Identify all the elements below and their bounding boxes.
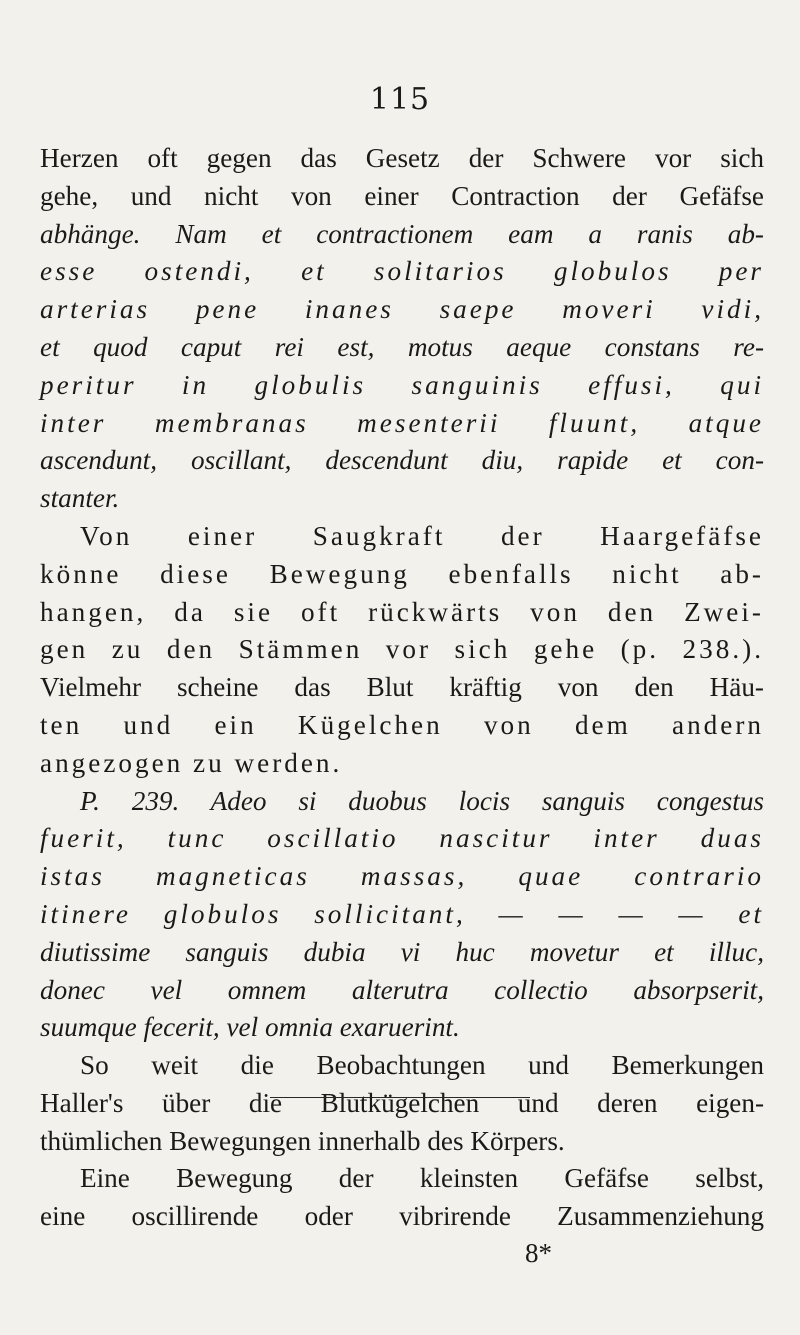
text-line: istas magneticas massas, quae contrario [40, 861, 764, 892]
text-line: inter membranas mesenterii fluunt, atque [40, 407, 764, 438]
text-line: Von einer Saugkraft der Haargefäfse [80, 520, 764, 551]
text-line: peritur in globulis sanguinis effusi, qui [40, 369, 764, 400]
text-line: stanter. [40, 483, 120, 514]
section-divider [270, 1097, 530, 1098]
next-section-text [40, 1160, 764, 1236]
text-line: diutissime sanguis dubia vi huc movetur et illuc, [40, 936, 764, 967]
text-line: So weit die Beobachtungen und Bemerkungen [80, 1050, 764, 1081]
text-line: fuerit, tunc oscillatio nascitur inter duas [40, 823, 764, 854]
text-line: Eine Bewegung der kleinsten Gefäfse selbst, [80, 1163, 764, 1193]
text-line: P. 239. Adeo si duobus locis sanguis congestus [80, 785, 764, 816]
text-line: itinere globulos sollicitant, — — — — et [40, 898, 764, 929]
text-line: ten und ein Kügelchen von dem andern [40, 709, 764, 740]
text-line: angezogen zu werden. [40, 747, 343, 778]
text-line: Haller's über die Blutkügelchen und deren eigen- [40, 1087, 764, 1118]
text-line: arterias pene inanes saepe moveri vidi, [40, 294, 764, 325]
signature-mark: 8* [525, 1238, 552, 1268]
text-line: esse ostendi, et solitarios globulos per [40, 256, 764, 287]
text-line: thümlichen Bewegungen innerhalb des Körpers. [40, 1125, 565, 1156]
text-line: könne diese Bewegung ebenfalls nicht ab- [40, 558, 764, 589]
page-number: 115 [369, 82, 431, 117]
text-line: Vielmehr scheine das Blut kräftig von den Häu- [40, 672, 764, 703]
text-line: gehe, und nicht von einer Contraction der Gefäfse [40, 180, 764, 211]
text-line: suumque fecerit, vel omnia exaruerint. [40, 1012, 460, 1043]
text-line: hangen, da sie oft rückwärts von den Zwei- [40, 596, 764, 627]
text-line: donec vel omnem alterutra collectio absorpserit, [40, 974, 764, 1005]
text-line: abhänge. Nam et contractionem eam a ranis ab- [40, 218, 764, 249]
text-line: ascendunt, oscillant, descendunt diu, rapide et con- [40, 445, 764, 476]
text-line: Herzen oft gegen das Gesetz der Schwere vor sich [40, 143, 764, 173]
text-line: eine oscillirende oder vibrirende Zusammenziehung [40, 1200, 764, 1231]
text-line: gen zu den Stämmen vor sich gehe (p. 238.). [40, 634, 764, 665]
text-line: et quod caput rei est, motus aeque constans re- [40, 331, 764, 362]
body-text [40, 140, 764, 1161]
